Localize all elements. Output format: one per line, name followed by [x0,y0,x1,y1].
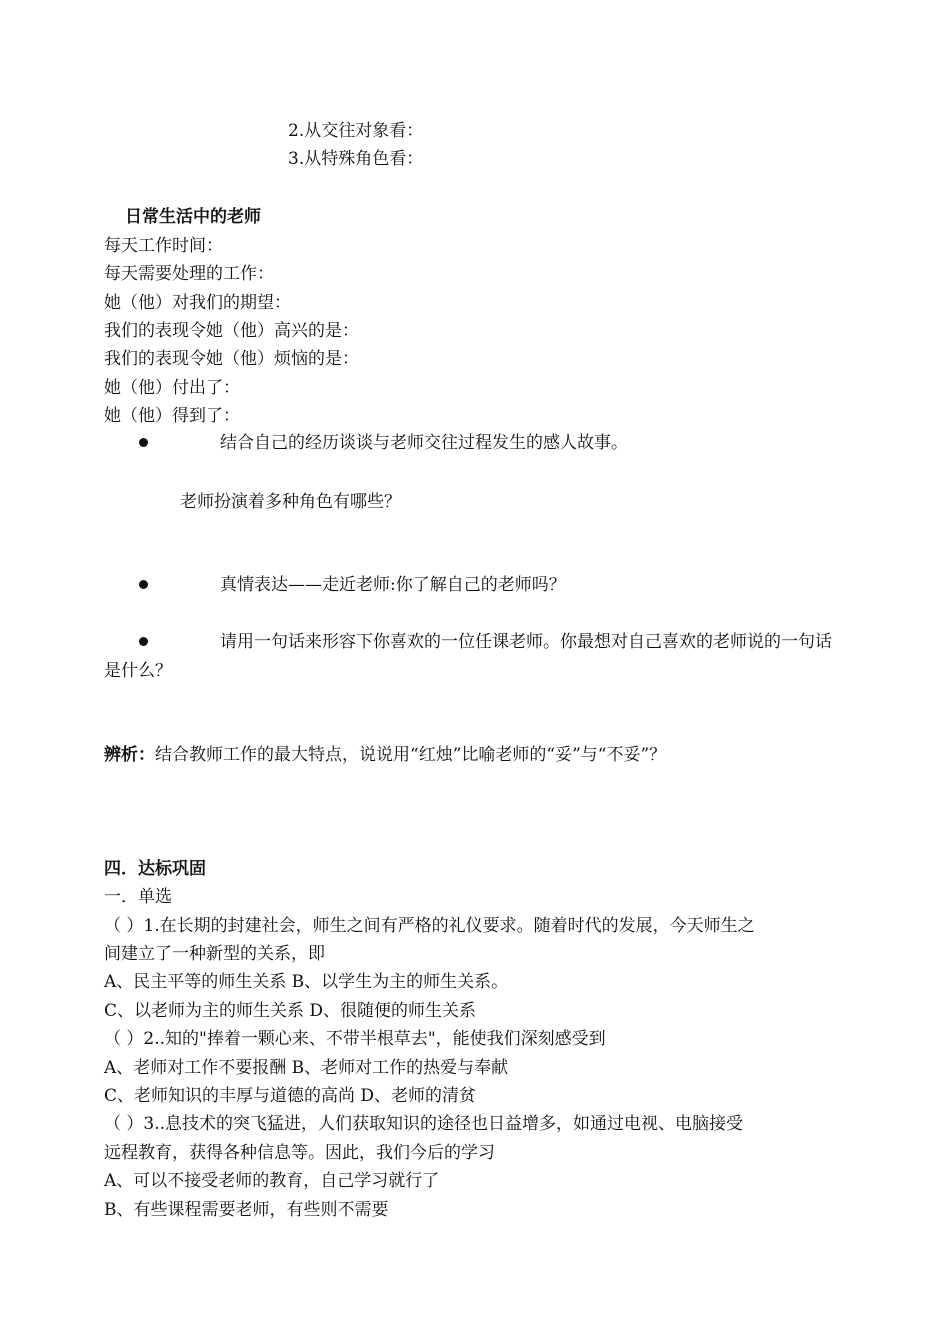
teacher-daily-item: 我们的表现令她（他）烦恼的是： [104,349,359,369]
perspective-2: 2.从交往对象看： [288,121,424,141]
question-1-text: （ ）1.在长期的封建社会，师生之间有严格的礼仪要求。随着时代的发展，今天师生之 [104,916,755,936]
question-2-options-ab: A、老师对工作不要报酬 B、老师对工作的热爱与奉献 [104,1058,509,1078]
teacher-daily-item: 她（他）对我们的期望： [104,293,291,313]
section4-subtitle: 一．单选 [104,887,172,907]
teacher-daily-item: 她（他）得到了： [104,406,240,426]
teacher-daily-item: 她（他）付出了： [104,378,240,398]
analysis-line [104,743,666,767]
question-1-options-cd: C、以老师为主的师生关系 D、很随便的师生关系 [104,1001,477,1021]
section4-title: 四．达标巩固 [104,859,206,879]
question-1-options-ab: A、民主平等的师生关系 B、以学生为主的师生关系。 [104,972,509,992]
analysis-label: 辨析： [104,745,155,765]
question-3-option-b: B、有些课程需要老师，有些则不需要 [104,1200,389,1220]
teacher-daily-item: 我们的表现令她（他）高兴的是： [104,321,359,341]
perspective-3: 3.从特殊角色看： [288,149,424,169]
activity-approach: 真情表达——走近老师:你了解自己的老师吗？ [220,575,566,595]
activity-describe: 请用一句话来形容下你喜欢的一位任课老师。你最想对自己喜欢的老师说的一句话是什么？ [104,632,832,681]
activity-story: 结合自己的经历谈谈与老师交往过程发生的感人故事。 [220,433,628,453]
teacher-daily-item: 每天工作时间： [104,236,223,256]
analysis-text: 结合教师工作的最大特点，说说用“红烛”比喻老师的“妥”与“不妥”？ [155,745,667,765]
bullet-icon [139,438,148,447]
question-3-option-a: A、可以不接受老师的教育，自己学习就行了 [104,1171,440,1191]
teacher-daily-item: 每天需要处理的工作： [104,264,274,284]
question-2-options-cd: C、老师知识的丰厚与道德的高尚 D、老师的清贫 [104,1086,477,1106]
bullet-icon [139,580,148,589]
question-2-text: （ ）2..知的"捧着一颗心来、不带半根草去"，能使我们深刻感受到 [104,1029,606,1049]
teacher-daily-title: 日常生活中的老师 [125,207,261,227]
question-3-text-cont: 远程教育，获得各种信息等。因此，我们今后的学习 [104,1143,495,1163]
question-1-text-cont: 间建立了一种新型的关系，即 [104,944,325,964]
roles-question: 老师扮演着多种角色有哪些？ [180,492,401,512]
question-3-text: （ ）3..息技术的突飞猛进，人们获取知识的途径也日益增多，如通过电视、电脑接受 [104,1114,744,1134]
